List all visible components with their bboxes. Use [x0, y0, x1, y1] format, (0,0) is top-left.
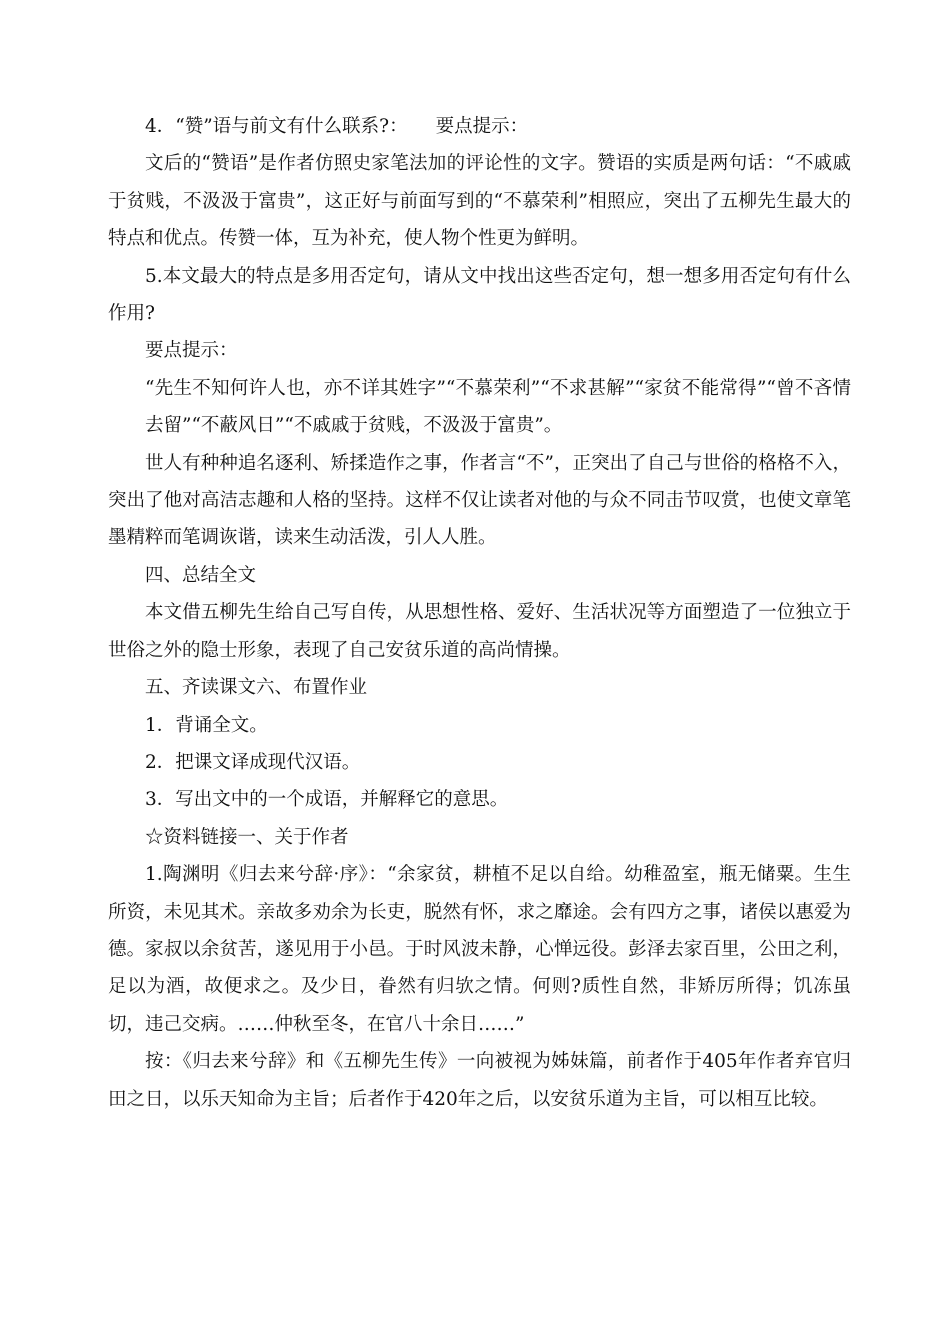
homework-item: 1．背诵全文。: [145, 714, 268, 736]
question-4-text: 4．“赞”语与前文有什么联系?：: [145, 116, 408, 137]
question-4: [108, 108, 851, 145]
resource-item-1: 1.陶渊明《归去来兮辞·序》：“余家贫，耕植不足以自给。幼稚盈室，瓶无储粟。生生所资，未见其术。亲故多劝余为长吏，脱然有怀，求之靡途。会有四方之事，诸侯以惠爱为德。家叔以余贫苦，遂见用于小邑。于时风波未静，心惮远役。彭泽去家百里，公田之利，足以为酒，故便求之。及少日，眷然有归欤之情。何则?质性自然，非矫厉所得；饥冻虽切，违己交病。……仲秋至冬，在官八十余日……”: [108, 864, 851, 1035]
section-5-title: 五、齐读课文六、布置作业: [145, 677, 368, 699]
question-5: 5.本文最大的特点是多用否定句，请从文中找出这些否定句，想一想多用否定句有什么作用?: [108, 265, 851, 325]
question-5-answer: 世人有种种追名逐利、矫揉造作之事，作者言“不”，正突出了自己与世俗的格格不入，突出了他对高洁志趣和人格的坚持。这样不仅让读者对他的与众不同击节叹赏，也使文章笔墨精粹而笔调诙谐，读来生动活泼，引人人胜。: [108, 452, 851, 549]
question-4-answer: 文后的“赞语”是作者仿照史家笔法加的评论性的文字。赞语的实质是两句话：“不戚戚于贫贱，不汲汲于富贵”，这正好与前面写到的“不慕荣利”相照应，突出了五柳先生最大的特点和优点。传赞一体，互为补充，使人物个性更为鲜明。: [108, 153, 851, 250]
homework-item: 2．把课文译成现代汉语。: [145, 751, 361, 773]
editor-note: 按：《归去来兮辞》和《五柳先生传》一向被视为姊妹篇，前者作于405年作者弃官归田之日，以乐天知命为主旨；后者作于420年之后，以安贫乐道为主旨，可以相互比较。: [108, 1051, 851, 1110]
section-4-title: 四、总结全文: [145, 564, 257, 586]
question-5-hint-label: 要点提示：: [145, 340, 238, 362]
question-5-quotes: “先生不知何许人也，亦不详其姓字”“不慕荣利”“不求甚解”“家贫不能常得”“曾不吝情去留”“不蔽风日”“不戚戚于贫贱，不汲汲于富贵”。: [145, 377, 851, 437]
question-4-hint-label: 要点提示：: [435, 116, 529, 137]
section-4-body: 本文借五柳先生给自己写自传，从思想性格、爱好、生活状况等方面塑造了一位独立于世俗之外的隐士形象，表现了自己安贫乐道的高尚情操。: [108, 602, 851, 661]
document-body: [108, 108, 851, 1118]
resource-title: ☆资料链接一、关于作者: [145, 826, 349, 848]
homework-item: 3．写出文中的一个成语，并解释它的意思。: [145, 789, 509, 811]
